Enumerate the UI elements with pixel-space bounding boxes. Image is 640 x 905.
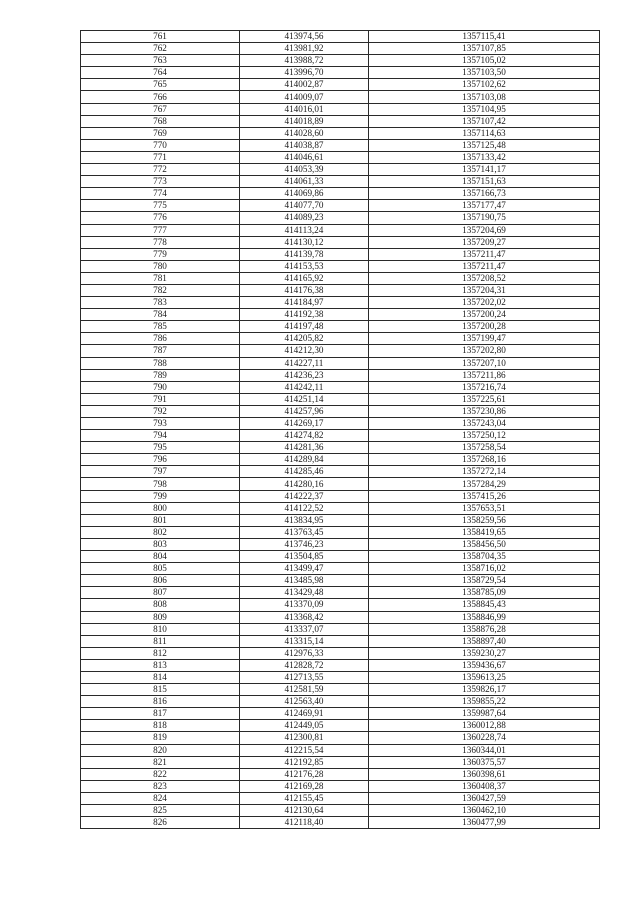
y-coordinate-cell: 1360408,37 (369, 780, 600, 792)
x-coordinate-cell: 414077,70 (240, 200, 369, 212)
table-row (81, 79, 600, 91)
point-number-cell: 822 (81, 768, 240, 780)
table-row (81, 321, 600, 333)
point-number-cell: 770 (81, 139, 240, 151)
point-number-cell: 776 (81, 212, 240, 224)
table-row (81, 817, 600, 829)
table-row (81, 744, 600, 756)
y-coordinate-cell: 1358729,54 (369, 575, 600, 587)
point-number-cell: 771 (81, 151, 240, 163)
x-coordinate-cell: 414016,01 (240, 103, 369, 115)
x-coordinate-cell: 414002,87 (240, 79, 369, 91)
table-row (81, 526, 600, 538)
point-number-cell: 816 (81, 696, 240, 708)
point-number-cell: 780 (81, 260, 240, 272)
y-coordinate-cell: 1357107,85 (369, 43, 600, 55)
point-number-cell: 804 (81, 551, 240, 563)
x-coordinate-cell: 414113,24 (240, 224, 369, 236)
point-number-cell: 796 (81, 454, 240, 466)
x-coordinate-cell: 414184,97 (240, 297, 369, 309)
x-coordinate-cell: 414046,61 (240, 151, 369, 163)
point-number-cell: 809 (81, 611, 240, 623)
table-row (81, 720, 600, 732)
y-coordinate-cell: 1357211,86 (369, 369, 600, 381)
y-coordinate-cell: 1357103,08 (369, 91, 600, 103)
coordinates-table (80, 30, 600, 829)
x-coordinate-cell: 414153,53 (240, 260, 369, 272)
point-number-cell: 818 (81, 720, 240, 732)
table-row (81, 599, 600, 611)
y-coordinate-cell: 1357103,50 (369, 67, 600, 79)
x-coordinate-cell: 414122,52 (240, 502, 369, 514)
table-row (81, 502, 600, 514)
x-coordinate-cell: 414069,86 (240, 188, 369, 200)
point-number-cell: 814 (81, 671, 240, 683)
y-coordinate-cell: 1357104,95 (369, 103, 600, 115)
table-row (81, 127, 600, 139)
y-coordinate-cell: 1357105,02 (369, 55, 600, 67)
table-row (81, 635, 600, 647)
table-row (81, 115, 600, 127)
y-coordinate-cell: 1357177,47 (369, 200, 600, 212)
table-row (81, 67, 600, 79)
y-coordinate-cell: 1359987,64 (369, 708, 600, 720)
point-number-cell: 775 (81, 200, 240, 212)
x-coordinate-cell: 414061,33 (240, 176, 369, 188)
point-number-cell: 803 (81, 538, 240, 550)
y-coordinate-cell: 1358845,43 (369, 599, 600, 611)
table-row (81, 756, 600, 768)
table-row (81, 466, 600, 478)
y-coordinate-cell: 1357202,80 (369, 345, 600, 357)
point-number-cell: 798 (81, 478, 240, 490)
x-coordinate-cell: 412713,55 (240, 671, 369, 683)
point-number-cell: 766 (81, 91, 240, 103)
y-coordinate-cell: 1357141,17 (369, 164, 600, 176)
table-row (81, 309, 600, 321)
x-coordinate-cell: 412215,54 (240, 744, 369, 756)
x-coordinate-cell: 414089,23 (240, 212, 369, 224)
y-coordinate-cell: 1357211,47 (369, 248, 600, 260)
table-row (81, 176, 600, 188)
table-row (81, 587, 600, 599)
point-number-cell: 767 (81, 103, 240, 115)
y-coordinate-cell: 1360344,01 (369, 744, 600, 756)
x-coordinate-cell: 412300,81 (240, 732, 369, 744)
point-number-cell: 826 (81, 817, 240, 829)
table-row (81, 369, 600, 381)
x-coordinate-cell: 414018,89 (240, 115, 369, 127)
y-coordinate-cell: 1357115,41 (369, 31, 600, 43)
table-row (81, 188, 600, 200)
y-coordinate-cell: 1357230,86 (369, 405, 600, 417)
x-coordinate-cell: 414236,23 (240, 369, 369, 381)
point-number-cell: 813 (81, 659, 240, 671)
point-number-cell: 802 (81, 526, 240, 538)
table-row (81, 272, 600, 284)
point-number-cell: 791 (81, 393, 240, 405)
x-coordinate-cell: 413746,23 (240, 538, 369, 550)
table-row (81, 103, 600, 115)
table-row (81, 611, 600, 623)
y-coordinate-cell: 1358419,65 (369, 526, 600, 538)
y-coordinate-cell: 1358785,09 (369, 587, 600, 599)
point-number-cell: 810 (81, 623, 240, 635)
y-coordinate-cell: 1357272,14 (369, 466, 600, 478)
x-coordinate-cell: 413996,70 (240, 67, 369, 79)
y-coordinate-cell: 1359613,25 (369, 671, 600, 683)
y-coordinate-cell: 1358846,99 (369, 611, 600, 623)
point-number-cell: 792 (81, 405, 240, 417)
point-number-cell: 761 (81, 31, 240, 43)
x-coordinate-cell: 414205,82 (240, 333, 369, 345)
x-coordinate-cell: 414274,82 (240, 430, 369, 442)
table-row (81, 405, 600, 417)
x-coordinate-cell: 412581,59 (240, 684, 369, 696)
point-number-cell: 764 (81, 67, 240, 79)
table-row (81, 212, 600, 224)
point-number-cell: 788 (81, 357, 240, 369)
y-coordinate-cell: 1357258,54 (369, 442, 600, 454)
table-row (81, 696, 600, 708)
point-number-cell: 785 (81, 321, 240, 333)
table-row (81, 139, 600, 151)
y-coordinate-cell: 1358897,40 (369, 635, 600, 647)
y-coordinate-cell: 1357125,48 (369, 139, 600, 151)
point-number-cell: 779 (81, 248, 240, 260)
y-coordinate-cell: 1359826,17 (369, 684, 600, 696)
point-number-cell: 790 (81, 381, 240, 393)
x-coordinate-cell: 414281,36 (240, 442, 369, 454)
x-coordinate-cell: 412169,28 (240, 780, 369, 792)
point-number-cell: 789 (81, 369, 240, 381)
table-row (81, 430, 600, 442)
point-number-cell: 811 (81, 635, 240, 647)
y-coordinate-cell: 1357207,10 (369, 357, 600, 369)
y-coordinate-cell: 1357209,27 (369, 236, 600, 248)
y-coordinate-cell: 1360228,74 (369, 732, 600, 744)
x-coordinate-cell: 414139,78 (240, 248, 369, 260)
point-number-cell: 808 (81, 599, 240, 611)
point-number-cell: 812 (81, 647, 240, 659)
y-coordinate-cell: 1358456,50 (369, 538, 600, 550)
x-coordinate-cell: 414222,37 (240, 490, 369, 502)
table-row (81, 43, 600, 55)
table-row (81, 551, 600, 563)
point-number-cell: 805 (81, 563, 240, 575)
point-number-cell: 793 (81, 418, 240, 430)
point-number-cell: 786 (81, 333, 240, 345)
y-coordinate-cell: 1357202,02 (369, 297, 600, 309)
y-coordinate-cell: 1360477,99 (369, 817, 600, 829)
x-coordinate-cell: 414285,46 (240, 466, 369, 478)
y-coordinate-cell: 1357166,73 (369, 188, 600, 200)
x-coordinate-cell: 414280,16 (240, 478, 369, 490)
y-coordinate-cell: 1359436,67 (369, 659, 600, 671)
point-number-cell: 820 (81, 744, 240, 756)
point-number-cell: 778 (81, 236, 240, 248)
coordinates-table-body (81, 31, 600, 829)
table-row (81, 357, 600, 369)
y-coordinate-cell: 1357216,74 (369, 381, 600, 393)
y-coordinate-cell: 1357204,31 (369, 284, 600, 296)
y-coordinate-cell: 1358876,28 (369, 623, 600, 635)
x-coordinate-cell: 414251,14 (240, 393, 369, 405)
point-number-cell: 777 (81, 224, 240, 236)
x-coordinate-cell: 412976,33 (240, 647, 369, 659)
x-coordinate-cell: 414176,38 (240, 284, 369, 296)
point-number-cell: 825 (81, 805, 240, 817)
point-number-cell: 807 (81, 587, 240, 599)
table-row (81, 224, 600, 236)
point-number-cell: 824 (81, 792, 240, 804)
y-coordinate-cell: 1360012,88 (369, 720, 600, 732)
x-coordinate-cell: 413499,47 (240, 563, 369, 575)
x-coordinate-cell: 414269,17 (240, 418, 369, 430)
point-number-cell: 783 (81, 297, 240, 309)
x-coordinate-cell: 412155,45 (240, 792, 369, 804)
y-coordinate-cell: 1358716,02 (369, 563, 600, 575)
point-number-cell: 763 (81, 55, 240, 67)
table-row (81, 623, 600, 635)
table-row (81, 345, 600, 357)
table-row (81, 333, 600, 345)
point-number-cell: 815 (81, 684, 240, 696)
x-coordinate-cell: 413370,09 (240, 599, 369, 611)
table-row (81, 393, 600, 405)
table-row (81, 381, 600, 393)
table-row (81, 563, 600, 575)
y-coordinate-cell: 1357268,16 (369, 454, 600, 466)
table-row (81, 514, 600, 526)
x-coordinate-cell: 414212,30 (240, 345, 369, 357)
y-coordinate-cell: 1357211,47 (369, 260, 600, 272)
point-number-cell: 784 (81, 309, 240, 321)
table-row (81, 647, 600, 659)
x-coordinate-cell: 413974,56 (240, 31, 369, 43)
x-coordinate-cell: 414289,84 (240, 454, 369, 466)
table-row (81, 538, 600, 550)
x-coordinate-cell: 414242,11 (240, 381, 369, 393)
y-coordinate-cell: 1357225,61 (369, 393, 600, 405)
table-row (81, 91, 600, 103)
point-number-cell: 768 (81, 115, 240, 127)
point-number-cell: 801 (81, 514, 240, 526)
x-coordinate-cell: 413834,95 (240, 514, 369, 526)
x-coordinate-cell: 414053,39 (240, 164, 369, 176)
y-coordinate-cell: 1358259,56 (369, 514, 600, 526)
table-row (81, 55, 600, 67)
point-number-cell: 774 (81, 188, 240, 200)
point-number-cell: 782 (81, 284, 240, 296)
y-coordinate-cell: 1358704,35 (369, 551, 600, 563)
x-coordinate-cell: 414165,92 (240, 272, 369, 284)
point-number-cell: 772 (81, 164, 240, 176)
point-number-cell: 800 (81, 502, 240, 514)
x-coordinate-cell: 414192,38 (240, 309, 369, 321)
x-coordinate-cell: 414257,96 (240, 405, 369, 417)
x-coordinate-cell: 413485,98 (240, 575, 369, 587)
point-number-cell: 769 (81, 127, 240, 139)
table-row (81, 248, 600, 260)
y-coordinate-cell: 1357415,26 (369, 490, 600, 502)
x-coordinate-cell: 412130,64 (240, 805, 369, 817)
y-coordinate-cell: 1357243,04 (369, 418, 600, 430)
table-row (81, 490, 600, 502)
y-coordinate-cell: 1357204,69 (369, 224, 600, 236)
point-number-cell: 773 (81, 176, 240, 188)
table-row (81, 418, 600, 430)
table-row (81, 684, 600, 696)
table-row (81, 297, 600, 309)
table-row (81, 768, 600, 780)
point-number-cell: 806 (81, 575, 240, 587)
table-row (81, 659, 600, 671)
table-row (81, 732, 600, 744)
x-coordinate-cell: 412118,40 (240, 817, 369, 829)
y-coordinate-cell: 1357107,42 (369, 115, 600, 127)
table-row (81, 780, 600, 792)
point-number-cell: 762 (81, 43, 240, 55)
y-coordinate-cell: 1359855,22 (369, 696, 600, 708)
x-coordinate-cell: 412449,05 (240, 720, 369, 732)
x-coordinate-cell: 413429,48 (240, 587, 369, 599)
y-coordinate-cell: 1357102,62 (369, 79, 600, 91)
y-coordinate-cell: 1360462,10 (369, 805, 600, 817)
y-coordinate-cell: 1360398,61 (369, 768, 600, 780)
table-row (81, 708, 600, 720)
y-coordinate-cell: 1357151,63 (369, 176, 600, 188)
y-coordinate-cell: 1359230,27 (369, 647, 600, 659)
y-coordinate-cell: 1360427,59 (369, 792, 600, 804)
y-coordinate-cell: 1357653,51 (369, 502, 600, 514)
x-coordinate-cell: 412828,72 (240, 659, 369, 671)
x-coordinate-cell: 412176,28 (240, 768, 369, 780)
x-coordinate-cell: 413981,92 (240, 43, 369, 55)
point-number-cell: 823 (81, 780, 240, 792)
table-row (81, 805, 600, 817)
point-number-cell: 787 (81, 345, 240, 357)
table-row (81, 260, 600, 272)
x-coordinate-cell: 413504,85 (240, 551, 369, 563)
point-number-cell: 799 (81, 490, 240, 502)
table-row (81, 284, 600, 296)
y-coordinate-cell: 1357250,12 (369, 430, 600, 442)
x-coordinate-cell: 413988,72 (240, 55, 369, 67)
table-row (81, 454, 600, 466)
point-number-cell: 765 (81, 79, 240, 91)
table-row (81, 478, 600, 490)
point-number-cell: 821 (81, 756, 240, 768)
x-coordinate-cell: 414028,60 (240, 127, 369, 139)
point-number-cell: 795 (81, 442, 240, 454)
point-number-cell: 794 (81, 430, 240, 442)
x-coordinate-cell: 413763,45 (240, 526, 369, 538)
table-row (81, 164, 600, 176)
table-row (81, 236, 600, 248)
x-coordinate-cell: 413368,42 (240, 611, 369, 623)
table-row (81, 442, 600, 454)
x-coordinate-cell: 412469,91 (240, 708, 369, 720)
y-coordinate-cell: 1357190,75 (369, 212, 600, 224)
point-number-cell: 819 (81, 732, 240, 744)
y-coordinate-cell: 1357284,29 (369, 478, 600, 490)
y-coordinate-cell: 1357199,47 (369, 333, 600, 345)
table-row (81, 200, 600, 212)
x-coordinate-cell: 414009,07 (240, 91, 369, 103)
table-row (81, 575, 600, 587)
x-coordinate-cell: 412563,40 (240, 696, 369, 708)
x-coordinate-cell: 413315,14 (240, 635, 369, 647)
y-coordinate-cell: 1357200,28 (369, 321, 600, 333)
x-coordinate-cell: 414227,11 (240, 357, 369, 369)
point-number-cell: 817 (81, 708, 240, 720)
y-coordinate-cell: 1357208,52 (369, 272, 600, 284)
x-coordinate-cell: 414197,48 (240, 321, 369, 333)
table-row (81, 671, 600, 683)
x-coordinate-cell: 412192,85 (240, 756, 369, 768)
y-coordinate-cell: 1357114,63 (369, 127, 600, 139)
x-coordinate-cell: 413337,07 (240, 623, 369, 635)
point-number-cell: 797 (81, 466, 240, 478)
x-coordinate-cell: 414130,12 (240, 236, 369, 248)
y-coordinate-cell: 1360375,57 (369, 756, 600, 768)
table-row (81, 792, 600, 804)
table-row (81, 151, 600, 163)
x-coordinate-cell: 414038,87 (240, 139, 369, 151)
point-number-cell: 781 (81, 272, 240, 284)
y-coordinate-cell: 1357200,24 (369, 309, 600, 321)
table-row (81, 31, 600, 43)
y-coordinate-cell: 1357133,42 (369, 151, 600, 163)
